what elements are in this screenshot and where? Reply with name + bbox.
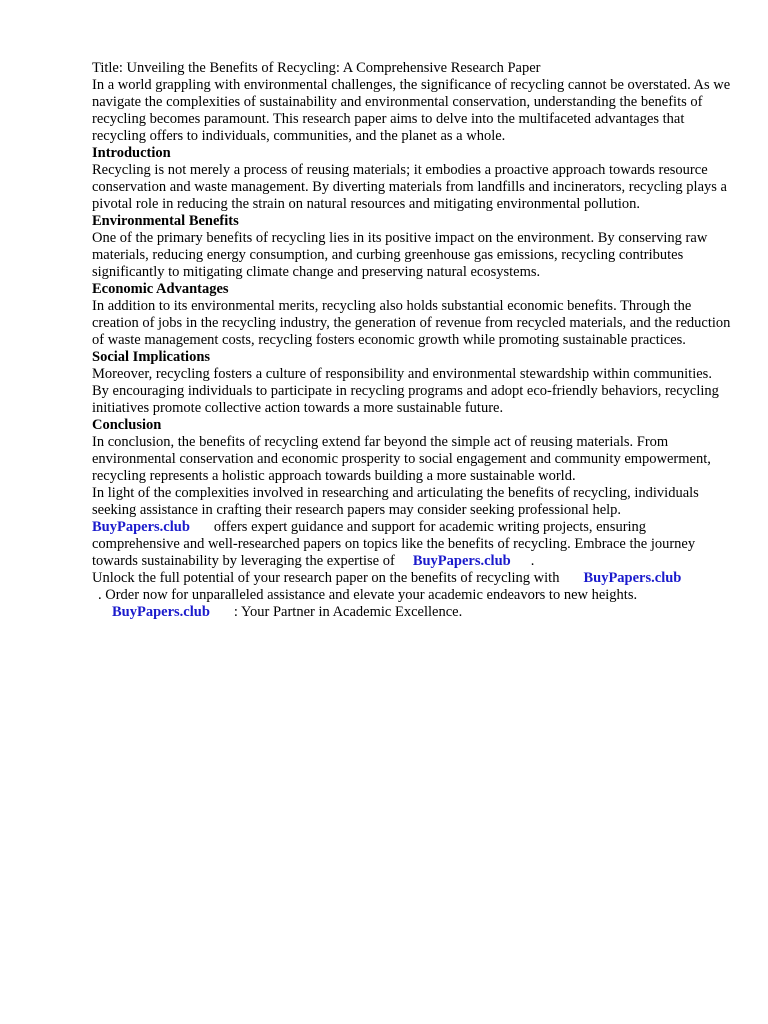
document-body [92, 60, 732, 621]
unlock-text-2: . Order now for unparalleled assistance and elevate your academic endeavors to new heights. [98, 587, 638, 603]
promo-text-1: In light of the complexities involved in researching and articulating the benefits of recycling, individuals seeking assistance in crafting their research papers may consider seeking professional help. [92, 485, 699, 518]
unlock-text-1: Unlock the full potential of your research paper on the benefits of recycling with [92, 570, 560, 586]
promo-paragraph [92, 485, 732, 570]
buypapers-link-1[interactable]: BuyPapers.club [92, 519, 190, 535]
environmental-benefits-body: One of the primary benefits of recycling lies in its positive impact on the environment. By conserving raw materials, reducing energy consumption, and curbing greenhouse gas emissions, recycling contributes significantly to mitigating climate change and preserving natural ecosystems. [92, 230, 708, 280]
heading-economic-advantages: Economic Advantages [92, 281, 229, 297]
heading-conclusion: Conclusion [92, 417, 162, 433]
buypapers-link-3[interactable]: BuyPapers.club [583, 570, 682, 586]
tagline-text: : Your Partner in Academic Excellence. [233, 604, 463, 620]
document-title: Title: Unveiling the Benefits of Recycling: A Comprehensive Research Paper [92, 60, 541, 76]
conclusion-body: In conclusion, the benefits of recycling extend far beyond the simple act of reusing materials. From environmental conservation and economic prosperity to social engagement and community empowerment, recycling represents a holistic approach towards building a more sustainable world. [92, 434, 711, 484]
buypapers-link-4[interactable]: BuyPapers.club [112, 604, 210, 620]
promo-text-2: offers expert guidance and support for academic writing projects, ensuring comprehensive and well-researched papers on topics like the benefits of recycling. Embrace the journey towards sustainability by leveraging the expertise of [92, 519, 696, 569]
promo-text-3: . [530, 553, 535, 569]
heading-introduction: Introduction [92, 145, 171, 161]
buypapers-link-2[interactable]: BuyPapers.club [412, 553, 511, 569]
heading-social-implications: Social Implications [92, 349, 211, 365]
economic-advantages-body: In addition to its environmental merits, recycling also holds substantial economic benefits. Through the creation of jobs in the recycling industry, the generation of revenue from recycled materials, and the reduction of waste management costs, recycling fosters economic growth while promoting sustainable practices. [92, 298, 731, 348]
unlock-paragraph [92, 570, 732, 604]
introduction-body: Recycling is not merely a process of reusing materials; it embodies a proactive approach towards resource conservation and waste management. By diverting materials from landfills and incinerators, recycling plays a pivotal role in reducing the strain on natural resources and mitigating environmental pollution. [92, 162, 727, 212]
intro-paragraph: In a world grappling with environmental challenges, the significance of recycling cannot be overstated. As we navigate the complexities of sustainability and environmental conservation, understanding the benefits of recycling becomes paramount. This research paper aims to delve into the multifaceted advantages that recycling offers to individuals, communities, and the planet as a whole. [92, 77, 731, 144]
social-implications-body: Moreover, recycling fosters a culture of responsibility and environmental stewardship within communities. By encouraging individuals to participate in recycling programs and adopt eco-friendly behaviors, recycling initiatives promote collective action towards a more sustainable future. [92, 366, 719, 416]
tagline [92, 604, 732, 621]
heading-environmental-benefits: Environmental Benefits [92, 213, 239, 229]
